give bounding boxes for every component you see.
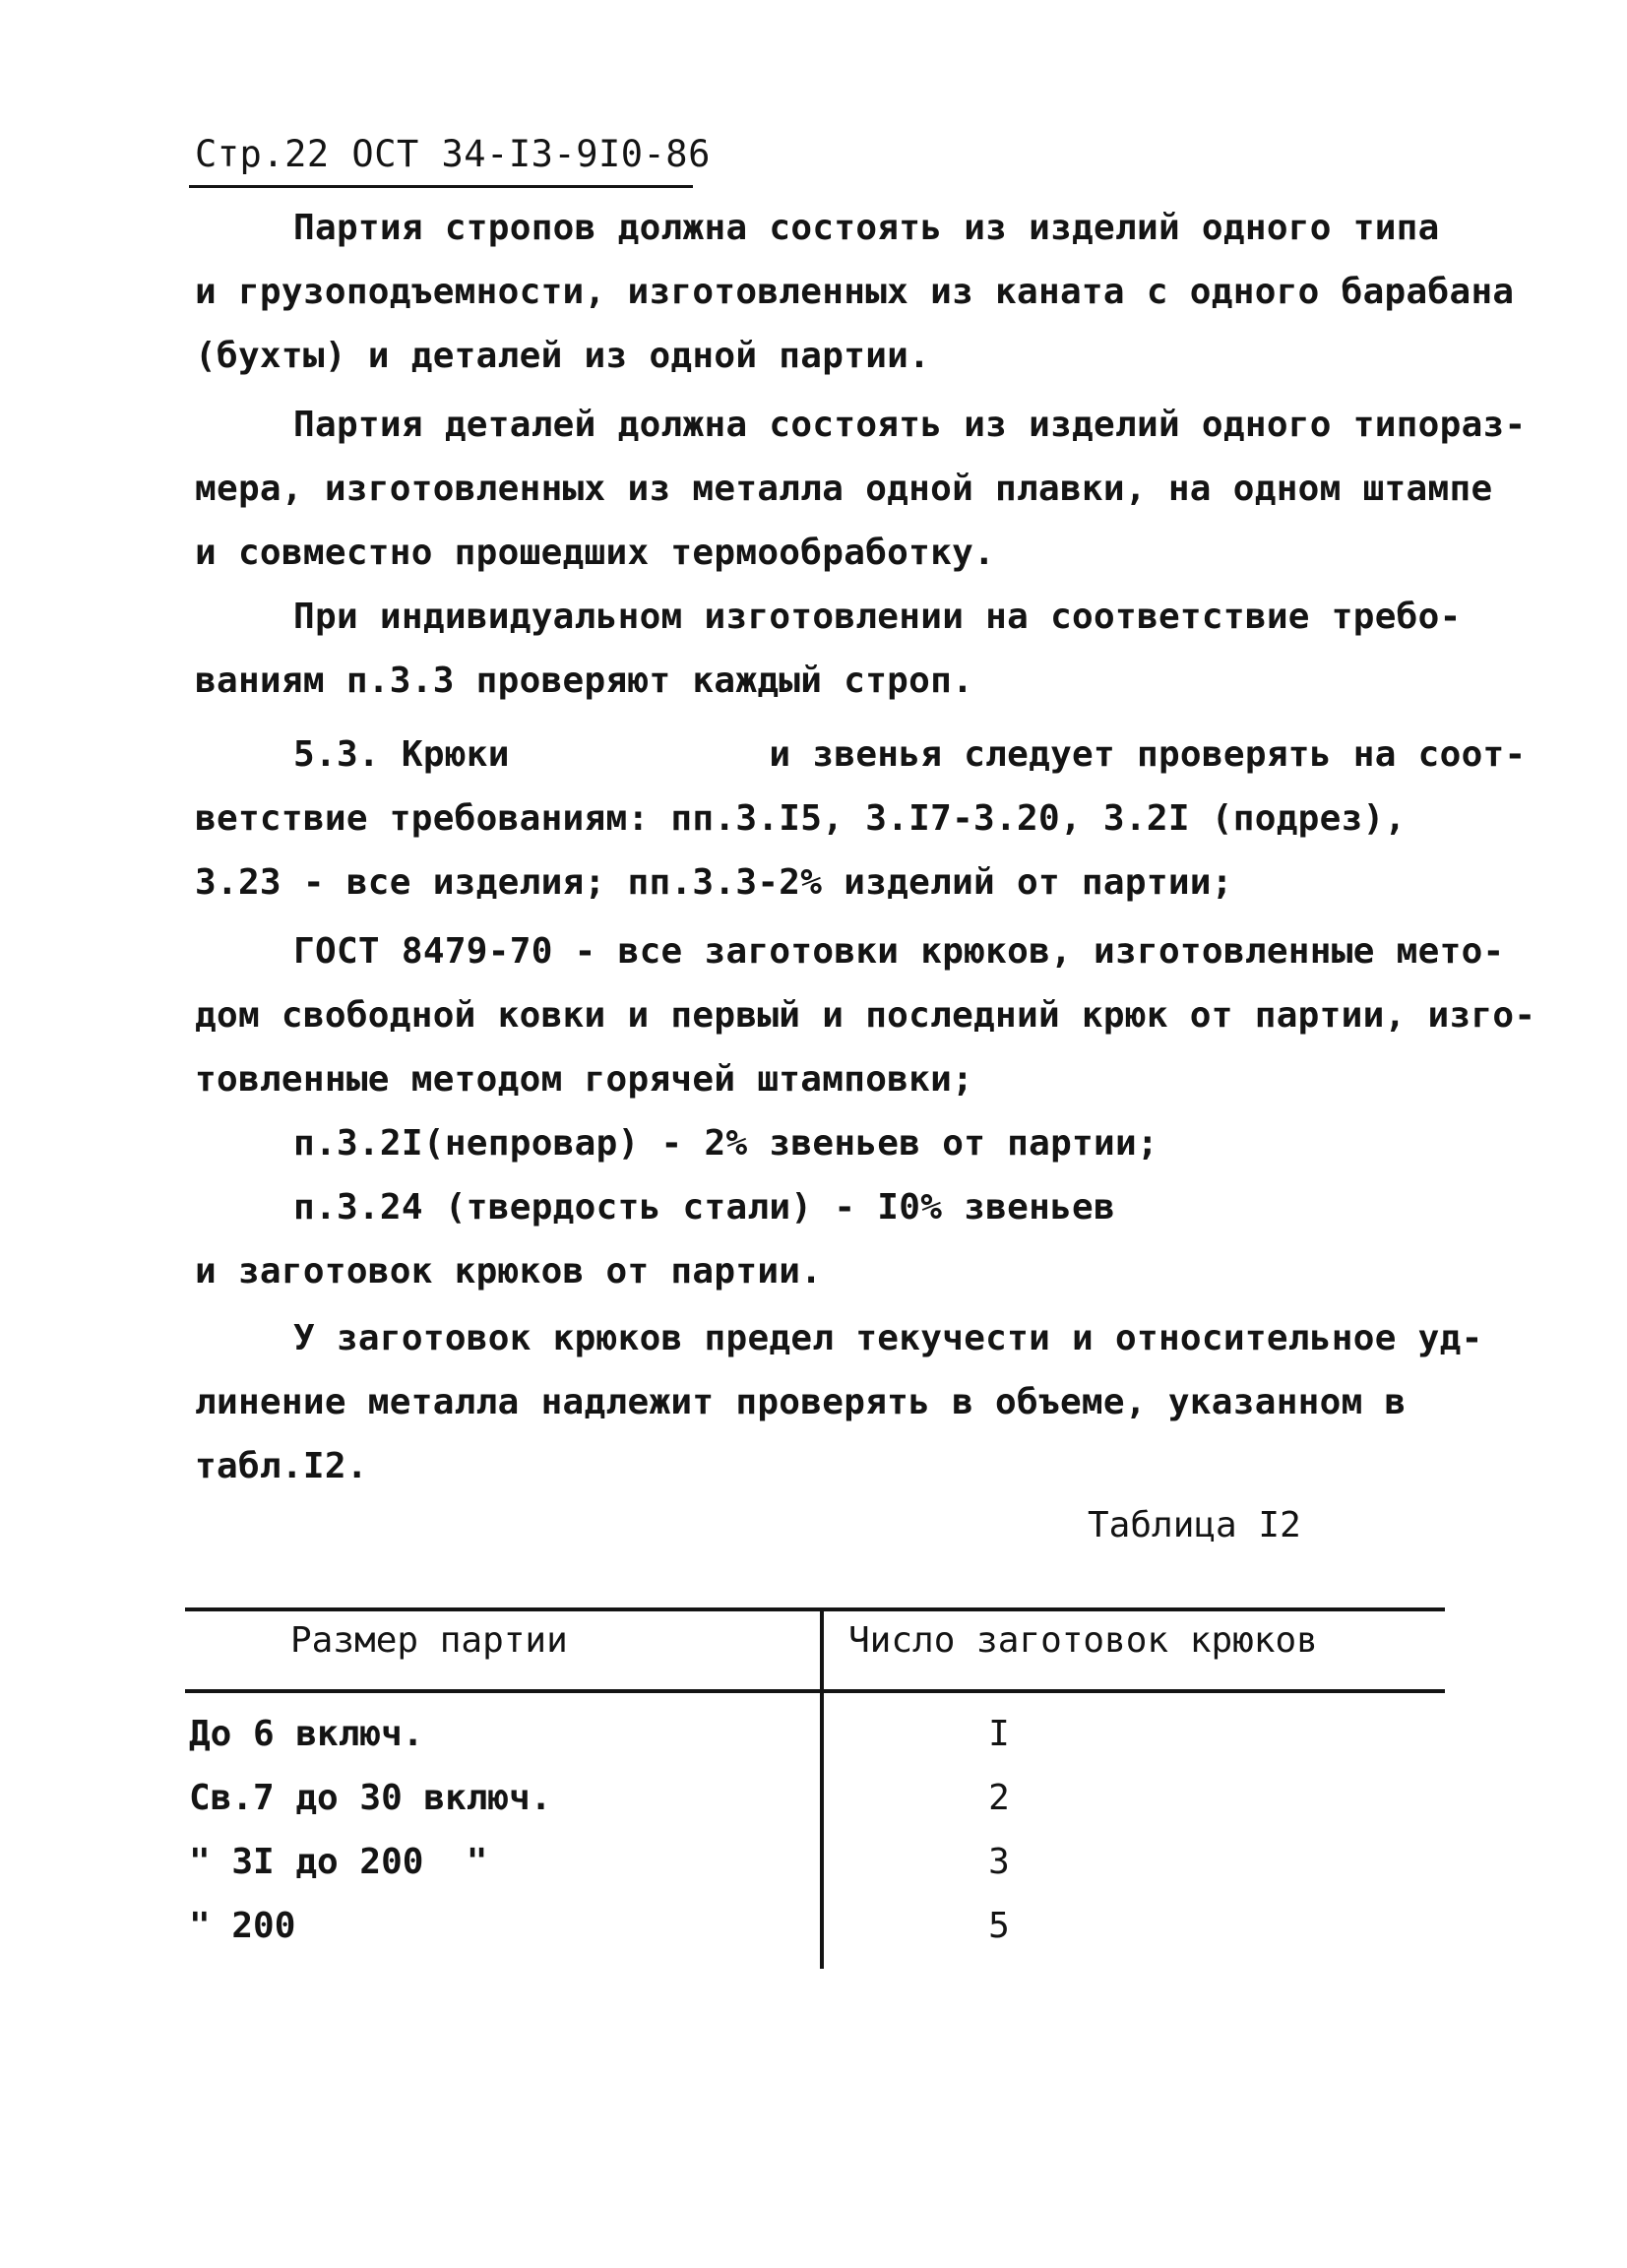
text-line: При индивидуальном изготовлении на соответствие требо- (293, 597, 1462, 637)
text-line: п.3.2I(непровар) - 2% звеньев от партии; (293, 1123, 1158, 1164)
text-line: У заготовок крюков предел текучести и относительное уд- (293, 1318, 1483, 1358)
text-line: дом свободной ковки и первый и последний крюк от партии, изго- (195, 995, 1536, 1036)
header-underline (189, 185, 693, 188)
text-line: Партия стропов должна состоять из изделий одного типа (293, 208, 1440, 248)
text-line: ветствие требованиям: пп.3.I5, 3.I7-3.20, 3.2I (подрез), (195, 798, 1407, 839)
text-line: (бухты) и деталей из одной партии. (195, 336, 931, 376)
text-line: Партия деталей должна состоять из изделий одного типораз- (293, 405, 1527, 445)
table-caption: Таблица I2 (1088, 1505, 1301, 1545)
table-cell-size: " 200 (189, 1906, 296, 1946)
table-cell-count: 3 (988, 1842, 1010, 1882)
table-cell-count: I (988, 1714, 1010, 1754)
text-line: и заготовок крюков от партии. (195, 1251, 823, 1292)
text-line: табл.I2. (195, 1446, 368, 1486)
text-line: 5.3. Крюки и звенья следует проверять на соот- (293, 734, 1527, 775)
page-header: Стр.22 ОСТ 34-I3-9I0-86 (195, 133, 711, 175)
text-line: ГОСТ 8479-70 - все заготовки крюков, изготовленные мето- (293, 931, 1505, 972)
table-cell-count: 5 (988, 1906, 1010, 1946)
text-line: и грузоподъемности, изготовленных из каната с одного барабана (195, 272, 1515, 312)
table-cell-size: " 3I до 200 " (189, 1842, 488, 1882)
text-line: линение металла надлежит проверять в объеме, указанном в (195, 1382, 1407, 1422)
table-top-rule (185, 1607, 1445, 1611)
text-line: и совместно прошедших термообработку. (195, 533, 996, 573)
table-header-rule (185, 1689, 1445, 1693)
text-line: п.3.24 (твердость стали) - I0% звеньев (293, 1187, 1116, 1228)
table-column-divider (820, 1610, 824, 1969)
table-cell-size: Св.7 до 30 включ. (189, 1778, 552, 1818)
table-header-size: Размер партии (290, 1620, 568, 1661)
table-cell-count: 2 (988, 1778, 1010, 1818)
text-line: товленные методом горячей штамповки; (195, 1059, 974, 1100)
text-line: ваниям п.3.3 проверяют каждый строп. (195, 661, 974, 701)
text-line: 3.23 - все изделия; пп.3.3-2% изделий от партии; (195, 862, 1233, 903)
text-line: мера, изготовленных из металла одной плавки, на одном штампе (195, 469, 1493, 509)
table-cell-size: До 6 включ. (189, 1714, 424, 1754)
table-header-count: Число заготовок крюков (848, 1620, 1318, 1661)
